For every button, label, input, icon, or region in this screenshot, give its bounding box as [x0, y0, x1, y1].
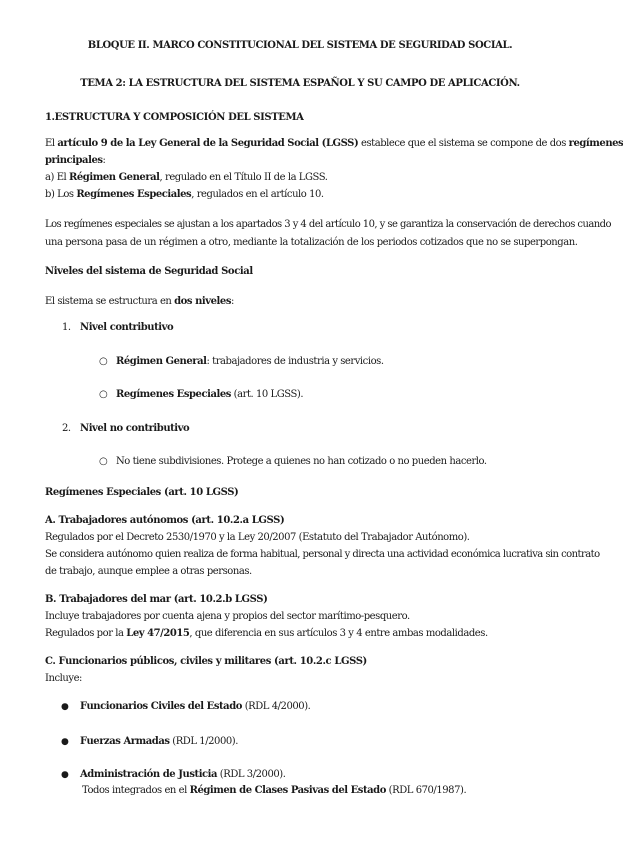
niveles-heading: Niveles del sistema de Seguridad Social: [45, 266, 253, 277]
especiales-a-line-2: Se considera autónomo quien realiza de forma habitual, personal y directa una actividad económica lucrativa sin contrato: [45, 549, 600, 560]
hollow-bullet-icon: ○: [99, 389, 108, 400]
document-subtitle: TEMA 2: LA ESTRUCTURA DEL SISTEMA ESPAÑOL Y SU CAMPO DE APLICACIÓN.: [80, 78, 520, 89]
especiales-b-heading: B. Trabajadores del mar (art. 10.2.b LGSS): [45, 594, 268, 605]
nivel-1-sub-2: Regímenes Especiales (art. 10 LGSS).: [116, 389, 304, 400]
especiales-c-item-1: Funcionarios Civiles del Estado (RDL 4/2000).: [80, 701, 311, 712]
document-title: BLOQUE II. MARCO CONSTITUCIONAL DEL SISTEMA DE SEGURIDAD SOCIAL.: [87, 40, 513, 51]
nivel-2-label: Nivel no contributivo: [80, 423, 190, 434]
especiales-a-line-1: Regulados por el Decreto 2530/1970 y la Ley 20/2007 (Estatuto del Trabajador Autónomo).: [45, 532, 470, 543]
section-1-heading: 1.ESTRUCTURA Y COMPOSICIÓN DEL SISTEMA: [45, 112, 304, 123]
regimen-item-a: a) El Régimen General, regulado en el Título II de la LGSS.: [45, 172, 328, 183]
hollow-bullet-icon: ○: [99, 456, 108, 467]
nivel-1-number: 1.: [62, 322, 71, 333]
intro-line-2: principales:: [45, 155, 106, 166]
hollow-bullet-icon: ○: [99, 356, 108, 367]
nivel-1-sub-1: Régimen General: trabajadores de industria y servicios.: [116, 356, 384, 367]
nivel-2-number: 2.: [62, 423, 71, 434]
filled-bullet-icon: ●: [61, 737, 69, 747]
especiales-b-line-2: Regulados por la Ley 47/2015, que diferencia en sus artículos 3 y 4 entre ambas modalidades.: [45, 628, 488, 639]
especiales-c-heading: C. Funcionarios públicos, civiles y militares (art. 10.2.c LGSS): [45, 656, 367, 667]
especiales-c-item-2: Fuerzas Armadas (RDL 1/2000).: [80, 736, 238, 747]
especiales-c-includes: Incluye:: [45, 673, 82, 684]
especiales-a-line-3: de trabajo, aunque emplee a otras personas.: [45, 566, 252, 577]
nivel-1-label: Nivel contributivo: [80, 322, 174, 333]
filled-bullet-icon: ●: [61, 702, 69, 712]
paragraph-line-2: una persona pasa de un régimen a otro, mediante la totalización de los periodos cotizados que no se superpongan.: [45, 237, 578, 248]
niveles-intro: El sistema se estructura en dos niveles:: [45, 296, 234, 307]
filled-bullet-icon: ●: [61, 770, 69, 780]
especiales-a-heading: A. Trabajadores autónomos (art. 10.2.a LGSS): [45, 515, 285, 526]
especiales-c-item-3: Administración de Justicia (RDL 3/2000).: [80, 769, 286, 780]
regimen-item-b: b) Los Regímenes Especiales, regulados en el artículo 10.: [45, 189, 324, 200]
especiales-c-note: Todos integrados en el Régimen de Clases Pasivas del Estado (RDL 670/1987).: [82, 785, 467, 796]
nivel-2-sub-1: No tiene subdivisiones. Protege a quienes no han cotizado o no pueden hacerlo.: [116, 456, 487, 467]
especiales-heading: Regímenes Especiales (art. 10 LGSS): [45, 487, 239, 498]
intro-line-1: El artículo 9 de la Ley General de la Seguridad Social (LGSS) establece que el sistema se compone de dos regímenes: [45, 138, 623, 149]
paragraph-line-1: Los regímenes especiales se ajustan a los apartados 3 y 4 del artículo 10, y se garantiza la conservación de derechos cuando: [45, 219, 611, 230]
especiales-b-line-1: Incluye trabajadores por cuenta ajena y propios del sector marítimo-pesquero.: [45, 611, 410, 622]
